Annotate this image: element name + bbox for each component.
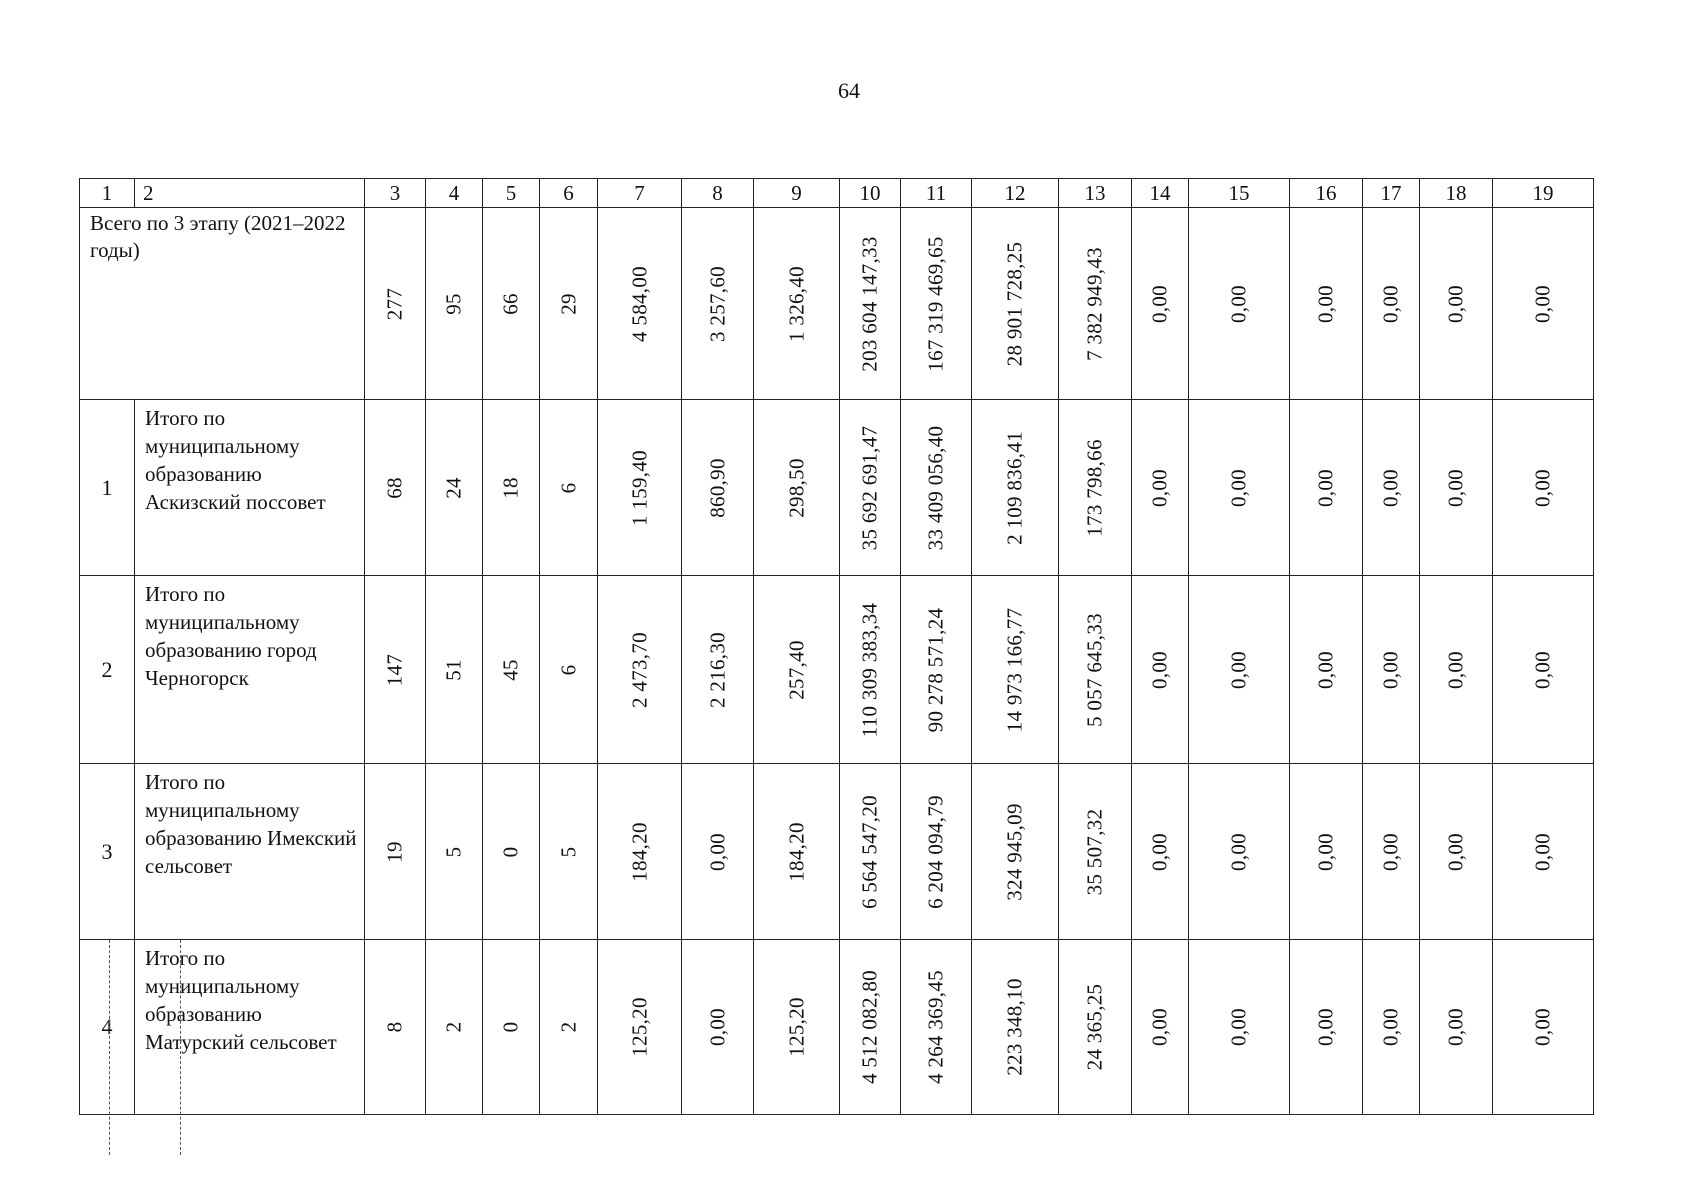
cell-value: 203 604 147,33 xyxy=(857,235,882,372)
value-cell-col-10 xyxy=(840,940,901,1115)
cell-value: 0,00 xyxy=(1147,284,1172,323)
cell-value: 0,00 xyxy=(1313,650,1338,689)
value-cell-col-4 xyxy=(426,764,483,940)
cell-value: 35 692 691,47 xyxy=(857,425,882,550)
cell-value: 4 264 369,45 xyxy=(923,970,948,1084)
column-header-4: 4 xyxy=(426,179,483,208)
cell-value: 0,00 xyxy=(1313,468,1338,507)
cell-value: 51 xyxy=(441,658,466,681)
cell-value: 0,00 xyxy=(1226,468,1251,507)
column-header-11: 11 xyxy=(901,179,972,208)
cell-value: 0,00 xyxy=(1530,284,1555,323)
value-cell-col-12 xyxy=(972,940,1059,1115)
cell-value: 2 473,70 xyxy=(627,631,651,708)
value-cell-col-9 xyxy=(754,576,840,764)
value-cell-col-17 xyxy=(1363,764,1420,940)
cell-value: 0,00 xyxy=(1378,832,1403,871)
value-cell-col-15 xyxy=(1189,764,1290,940)
value-cell-col-5 xyxy=(483,576,540,764)
value-cell-col-16 xyxy=(1290,400,1363,576)
value-cell-col-9 xyxy=(754,764,840,940)
cell-value: 6 xyxy=(556,664,580,675)
cell-value: 28 901 728,25 xyxy=(1002,241,1027,366)
value-cell-col-7 xyxy=(598,576,682,764)
value-cell-col-5 xyxy=(483,208,540,400)
value-cell-col-13 xyxy=(1059,764,1132,940)
cell-value: 298,50 xyxy=(784,457,808,518)
cell-value: 0,00 xyxy=(1226,1008,1251,1046)
cell-value: 184,20 xyxy=(627,821,651,882)
cell-value: 2 xyxy=(441,1021,466,1033)
table-row xyxy=(80,764,1594,940)
cell-value: 0,00 xyxy=(1147,468,1172,507)
row-number: 4 xyxy=(80,940,135,1115)
value-cell-col-3 xyxy=(365,576,426,764)
cell-value: 147 xyxy=(382,653,407,686)
cell-value: 1 326,40 xyxy=(784,265,808,342)
cell-value: 2 xyxy=(556,1021,580,1033)
table-row xyxy=(80,576,1594,764)
column-header-10: 10 xyxy=(840,179,901,208)
cell-value: 0,00 xyxy=(1313,284,1338,323)
value-cell-col-6 xyxy=(540,208,598,400)
cell-value: 0,00 xyxy=(1147,650,1172,689)
value-cell-col-11 xyxy=(901,576,972,764)
value-cell-col-6 xyxy=(540,400,598,576)
cell-value: 95 xyxy=(441,292,466,315)
cell-value: 0,00 xyxy=(1443,284,1468,323)
header-row xyxy=(80,179,1594,208)
value-cell-col-19 xyxy=(1493,208,1594,400)
column-header-9: 9 xyxy=(754,179,840,208)
column-header-16: 16 xyxy=(1290,179,1363,208)
value-cell-col-17 xyxy=(1363,208,1420,400)
value-cell-col-11 xyxy=(901,400,972,576)
value-cell-col-7 xyxy=(598,940,682,1115)
row-number: 3 xyxy=(80,764,135,940)
value-cell-col-13 xyxy=(1059,400,1132,576)
cell-value: 0,00 xyxy=(1443,650,1468,689)
cell-value: 0,00 xyxy=(705,1008,729,1046)
cell-value: 3 257,60 xyxy=(705,265,729,342)
cell-value: 33 409 056,40 xyxy=(923,425,948,550)
column-header-14: 14 xyxy=(1132,179,1189,208)
cell-value: 6 564 547,20 xyxy=(857,794,882,909)
cell-value: 0 xyxy=(498,1021,523,1033)
value-cell-col-15 xyxy=(1189,400,1290,576)
cell-value: 0,00 xyxy=(1530,650,1555,689)
value-cell-col-12 xyxy=(972,400,1059,576)
value-cell-col-10 xyxy=(840,576,901,764)
column-header-1: 1 xyxy=(80,179,135,208)
row-name: Итого по муниципальному образованию Матурский сельсовет xyxy=(135,940,365,1115)
value-cell-col-18 xyxy=(1420,400,1493,576)
row-number: 1 xyxy=(80,400,135,576)
cell-value: 0,00 xyxy=(1443,1008,1468,1046)
value-cell-col-8 xyxy=(682,764,754,940)
value-cell-col-13 xyxy=(1059,940,1132,1115)
value-cell-col-5 xyxy=(483,400,540,576)
cell-value: 7 382 949,43 xyxy=(1082,246,1107,361)
cell-value: 5 xyxy=(441,846,466,857)
value-cell-col-11 xyxy=(901,208,972,400)
column-header-17: 17 xyxy=(1363,179,1420,208)
cell-value: 14 973 166,77 xyxy=(1002,607,1027,732)
value-cell-col-16 xyxy=(1290,764,1363,940)
data-table xyxy=(79,178,1594,1115)
total-row-label: Всего по 3 этапу (2021–2022 годы) xyxy=(80,208,365,400)
row-name: Итого по муниципальному образованию город Черногорск xyxy=(135,576,365,764)
cell-value: 0,00 xyxy=(1313,832,1338,871)
cell-value: 35 507,32 xyxy=(1082,808,1107,895)
value-cell-col-3 xyxy=(365,940,426,1115)
column-header-3: 3 xyxy=(365,179,426,208)
cell-value: 324 945,09 xyxy=(1002,802,1027,901)
value-cell-col-14 xyxy=(1132,940,1189,1115)
value-cell-col-3 xyxy=(365,208,426,400)
value-cell-col-18 xyxy=(1420,208,1493,400)
cell-value: 0,00 xyxy=(1226,284,1251,323)
value-cell-col-9 xyxy=(754,940,840,1115)
cell-value: 0,00 xyxy=(1378,650,1403,689)
column-header-5: 5 xyxy=(483,179,540,208)
value-cell-col-17 xyxy=(1363,940,1420,1115)
value-cell-col-15 xyxy=(1189,940,1290,1115)
column-header-8: 8 xyxy=(682,179,754,208)
value-cell-col-19 xyxy=(1493,764,1594,940)
value-cell-col-17 xyxy=(1363,400,1420,576)
cell-value: 0,00 xyxy=(1378,284,1403,323)
stamp-text xyxy=(138,1042,152,1054)
value-cell-col-19 xyxy=(1493,400,1594,576)
value-cell-col-17 xyxy=(1363,576,1420,764)
value-cell-col-6 xyxy=(540,764,598,940)
cell-value: 184,20 xyxy=(784,821,808,882)
cell-value: 0,00 xyxy=(1378,468,1403,507)
column-header-19: 19 xyxy=(1493,179,1594,208)
cell-value: 173 798,66 xyxy=(1082,438,1107,537)
cell-value: 110 309 383,34 xyxy=(857,602,882,737)
row-name: Итого по муниципальному образованию Имекский сельсовет xyxy=(135,764,365,940)
value-cell-col-12 xyxy=(972,208,1059,400)
cell-value: 223 348,10 xyxy=(1002,978,1027,1076)
cell-value: 2 216,30 xyxy=(705,631,729,708)
value-cell-col-14 xyxy=(1132,208,1189,400)
cell-value: 4 512 082,80 xyxy=(857,970,882,1084)
value-cell-col-8 xyxy=(682,940,754,1115)
value-cell-col-10 xyxy=(840,400,901,576)
value-cell-col-14 xyxy=(1132,400,1189,576)
value-cell-col-12 xyxy=(972,764,1059,940)
cell-value: 6 xyxy=(556,482,580,493)
column-header-7: 7 xyxy=(598,179,682,208)
page-number: 64 xyxy=(838,78,860,103)
value-cell-col-7 xyxy=(598,208,682,400)
value-cell-col-4 xyxy=(426,400,483,576)
column-header-13: 13 xyxy=(1059,179,1132,208)
cell-value: 0,00 xyxy=(1226,650,1251,689)
cell-value: 1 159,40 xyxy=(627,449,651,526)
cell-value: 0,00 xyxy=(1530,832,1555,871)
cell-value: 66 xyxy=(498,292,523,315)
cell-value: 0,00 xyxy=(1147,832,1172,871)
cell-value: 257,40 xyxy=(784,639,808,700)
value-cell-col-9 xyxy=(754,208,840,400)
value-cell-col-19 xyxy=(1493,576,1594,764)
registration-stamp xyxy=(109,940,181,1155)
value-cell-col-8 xyxy=(682,208,754,400)
value-cell-col-4 xyxy=(426,940,483,1115)
cell-value: 19 xyxy=(382,840,407,863)
cell-value: 0,00 xyxy=(1378,1008,1403,1046)
value-cell-col-14 xyxy=(1132,764,1189,940)
cell-value: 18 xyxy=(498,476,523,499)
cell-value: 0,00 xyxy=(1530,1008,1555,1046)
cell-value: 0,00 xyxy=(1443,468,1468,507)
column-header-12: 12 xyxy=(972,179,1059,208)
cell-value: 5 xyxy=(556,846,580,857)
value-cell-col-13 xyxy=(1059,576,1132,764)
value-cell-col-15 xyxy=(1189,576,1290,764)
cell-value: 2 109 836,41 xyxy=(1002,430,1027,545)
value-cell-col-18 xyxy=(1420,940,1493,1115)
value-cell-col-15 xyxy=(1189,208,1290,400)
cell-value: 24 365,25 xyxy=(1082,983,1107,1071)
cell-value: 0 xyxy=(498,846,523,857)
row-number: 2 xyxy=(80,576,135,764)
value-cell-col-3 xyxy=(365,764,426,940)
cell-value: 0,00 xyxy=(1147,1008,1172,1046)
cell-value: 277 xyxy=(382,287,407,320)
value-cell-col-18 xyxy=(1420,576,1493,764)
value-cell-col-12 xyxy=(972,576,1059,764)
total-row xyxy=(80,208,1594,400)
value-cell-col-10 xyxy=(840,764,901,940)
cell-value: 4 584,00 xyxy=(627,265,651,342)
value-cell-col-4 xyxy=(426,576,483,764)
value-cell-col-16 xyxy=(1290,208,1363,400)
cell-value: 167 319 469,65 xyxy=(923,235,948,372)
value-cell-col-11 xyxy=(901,940,972,1115)
value-cell-col-8 xyxy=(682,400,754,576)
cell-value: 8 xyxy=(382,1021,407,1033)
column-header-15: 15 xyxy=(1189,179,1290,208)
value-cell-col-7 xyxy=(598,400,682,576)
value-cell-col-7 xyxy=(598,764,682,940)
value-cell-col-18 xyxy=(1420,764,1493,940)
value-cell-col-5 xyxy=(483,764,540,940)
column-header-18: 18 xyxy=(1420,179,1493,208)
value-cell-col-16 xyxy=(1290,940,1363,1115)
cell-value: 45 xyxy=(498,658,523,681)
row-name: Итого по муниципальному образованию Аскизский поссовет xyxy=(135,400,365,576)
column-header-2: 2 xyxy=(135,179,365,208)
cell-value: 0,00 xyxy=(1443,832,1468,871)
cell-value: 24 xyxy=(441,476,466,499)
cell-value: 6 204 094,79 xyxy=(923,794,948,909)
cell-value: 5 057 645,33 xyxy=(1082,612,1107,727)
value-cell-col-9 xyxy=(754,400,840,576)
cell-value: 0,00 xyxy=(1226,832,1251,871)
value-cell-col-10 xyxy=(840,208,901,400)
value-cell-col-8 xyxy=(682,576,754,764)
value-cell-col-6 xyxy=(540,940,598,1115)
value-cell-col-16 xyxy=(1290,576,1363,764)
cell-value: 90 278 571,24 xyxy=(923,607,948,732)
value-cell-col-6 xyxy=(540,576,598,764)
value-cell-col-19 xyxy=(1493,940,1594,1115)
cell-value: 125,20 xyxy=(627,997,651,1057)
cell-value: 0,00 xyxy=(1313,1008,1338,1046)
cell-value: 0,00 xyxy=(1530,468,1555,507)
table-row xyxy=(80,400,1594,576)
cell-value: 68 xyxy=(382,476,407,499)
value-cell-col-14 xyxy=(1132,576,1189,764)
cell-value: 29 xyxy=(556,292,580,315)
value-cell-col-5 xyxy=(483,940,540,1115)
table-row xyxy=(80,940,1594,1115)
cell-value: 125,20 xyxy=(784,997,808,1057)
value-cell-col-4 xyxy=(426,208,483,400)
column-header-6: 6 xyxy=(540,179,598,208)
cell-value: 0,00 xyxy=(705,832,729,871)
value-cell-col-3 xyxy=(365,400,426,576)
value-cell-col-11 xyxy=(901,764,972,940)
cell-value: 860,90 xyxy=(705,457,729,518)
value-cell-col-13 xyxy=(1059,208,1132,400)
